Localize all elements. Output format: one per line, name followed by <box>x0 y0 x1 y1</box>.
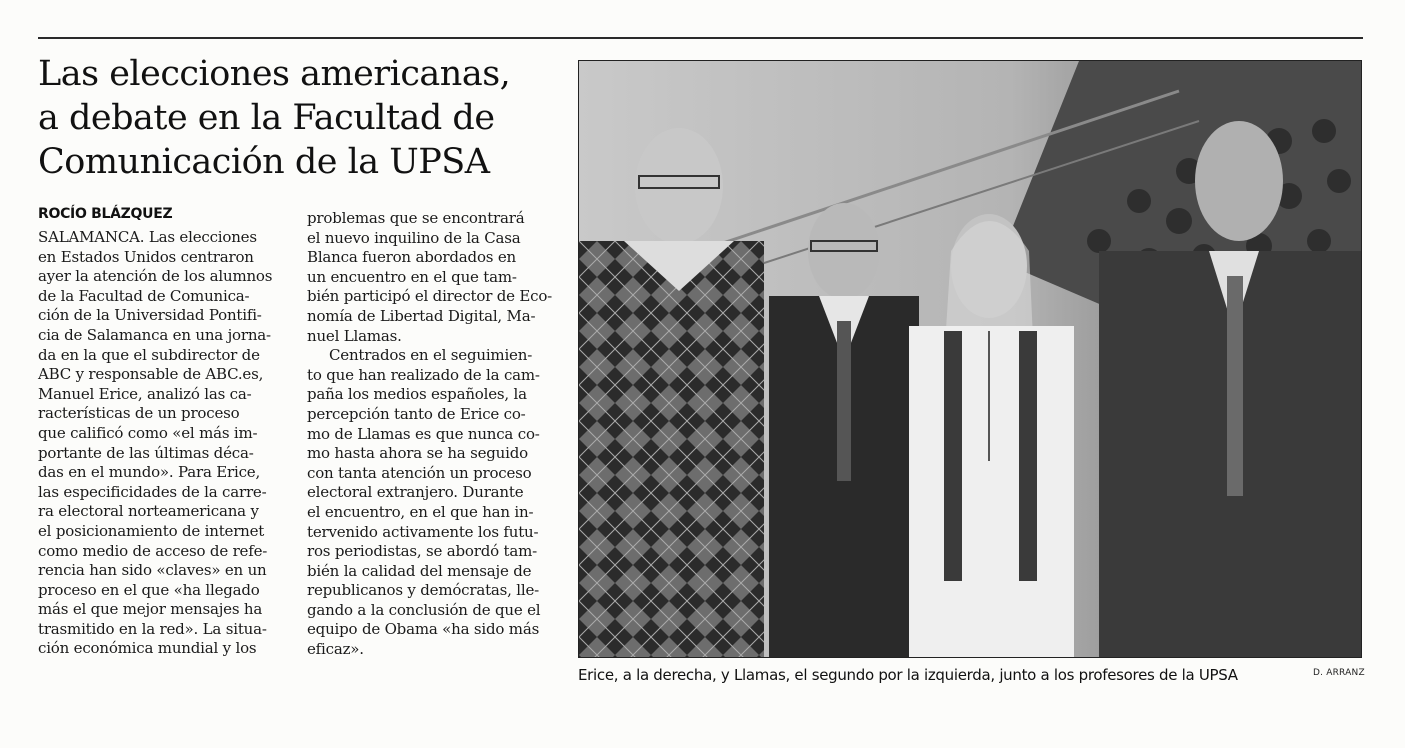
text-line: portante de las últimas déca- <box>38 443 254 462</box>
article-column-2 <box>307 209 551 660</box>
top-rule <box>38 37 1363 39</box>
text-line: en Estados Unidos centraron <box>38 247 254 266</box>
text-line: nuel Llamas. <box>307 326 402 345</box>
text-line: mo de Llamas es que nunca co- <box>307 424 540 443</box>
text-line: proceso en el que «ha llegado <box>38 580 260 599</box>
text-line: cia de Salamanca en una jorna- <box>38 325 271 344</box>
text-line: mo hasta ahora se ha seguido <box>307 444 528 463</box>
text-line: Centrados en el seguimien- <box>329 346 533 365</box>
text-line: el nuevo inquilino de la Casa <box>307 228 521 247</box>
text-line: trasmitido en la red». La situa- <box>38 619 267 638</box>
text-line: republicanos y demócratas, lle- <box>307 581 540 600</box>
photo-illustration <box>579 61 1362 658</box>
text-line: das en el mundo». Para Erice, <box>38 463 261 482</box>
text-line: electoral extranjero. Durante <box>307 483 524 502</box>
text-line: ción económica mundial y los <box>38 639 257 658</box>
photo-credit: D. ARRANZ <box>1313 668 1365 678</box>
text-line: Manuel Erice, analizó las ca- <box>38 384 252 403</box>
text-line: rencia han sido «claves» en un <box>38 561 267 580</box>
text-line: racterísticas de un proceso <box>38 404 240 423</box>
headline-line-1: Las elecciones americanas, <box>38 54 511 94</box>
text-line: ros periodistas, se abordó tam- <box>307 542 537 561</box>
text-line: como medio de acceso de refe- <box>38 541 268 560</box>
text-line: tervenido activamente los futu- <box>307 522 539 541</box>
text-line: las especificidades de la carre- <box>38 482 267 501</box>
news-photo <box>578 60 1362 658</box>
text-line: gando a la conclusión de que el <box>307 600 541 619</box>
text-line: equipo de Obama «ha sido más <box>307 620 540 639</box>
text-line: el posicionamiento de internet <box>38 521 265 540</box>
text-line: con tanta atención un proceso <box>307 463 532 482</box>
text-line: de la Facultad de Comunica- <box>38 286 250 305</box>
headline-line-3: Comunicación de la UPSA <box>38 142 490 182</box>
text-line: un encuentro en el que tam- <box>307 267 517 286</box>
text-line: ayer la atención de los alumnos <box>38 267 273 286</box>
text-line: más el que mejor mensajes ha <box>38 600 263 619</box>
text-line: nomía de Libertad Digital, Ma- <box>307 306 536 325</box>
text-line: percepción tanto de Erice co- <box>307 404 526 423</box>
text-line: que calificó como «el más im- <box>38 423 258 442</box>
text-line: eficaz». <box>307 640 364 659</box>
text-line: ra electoral norteamericana y <box>38 502 259 521</box>
text-line: el encuentro, en el que han in- <box>307 502 534 521</box>
byline: ROCÍO BLÁZQUEZ <box>38 206 173 222</box>
text-line: da en la que el subdirector de <box>38 345 260 364</box>
text-line: Blanca fueron abordados en <box>307 248 516 267</box>
article-column-1 <box>38 228 282 659</box>
text-line: bién la calidad del mensaje de <box>307 561 532 580</box>
text-line: problemas que se encontrará <box>307 209 525 227</box>
text-line: ABC y responsable de ABC.es, <box>38 365 264 384</box>
text-line: to que han realizado de la cam- <box>307 365 540 384</box>
text-line: ción de la Universidad Pontifi- <box>38 306 262 325</box>
headline-line-2: a debate en la Facultad de <box>38 98 495 138</box>
photo-caption: Erice, a la derecha, y Llamas, el segundo por la izquierda, junto a los profesores de la UPSA <box>578 666 1238 684</box>
text-line: bién participó el director de Eco- <box>307 287 553 306</box>
text-line: SALAMANCA. Las elecciones <box>38 228 257 246</box>
headline <box>38 52 568 184</box>
text-line: paña los medios españoles, la <box>307 385 527 404</box>
